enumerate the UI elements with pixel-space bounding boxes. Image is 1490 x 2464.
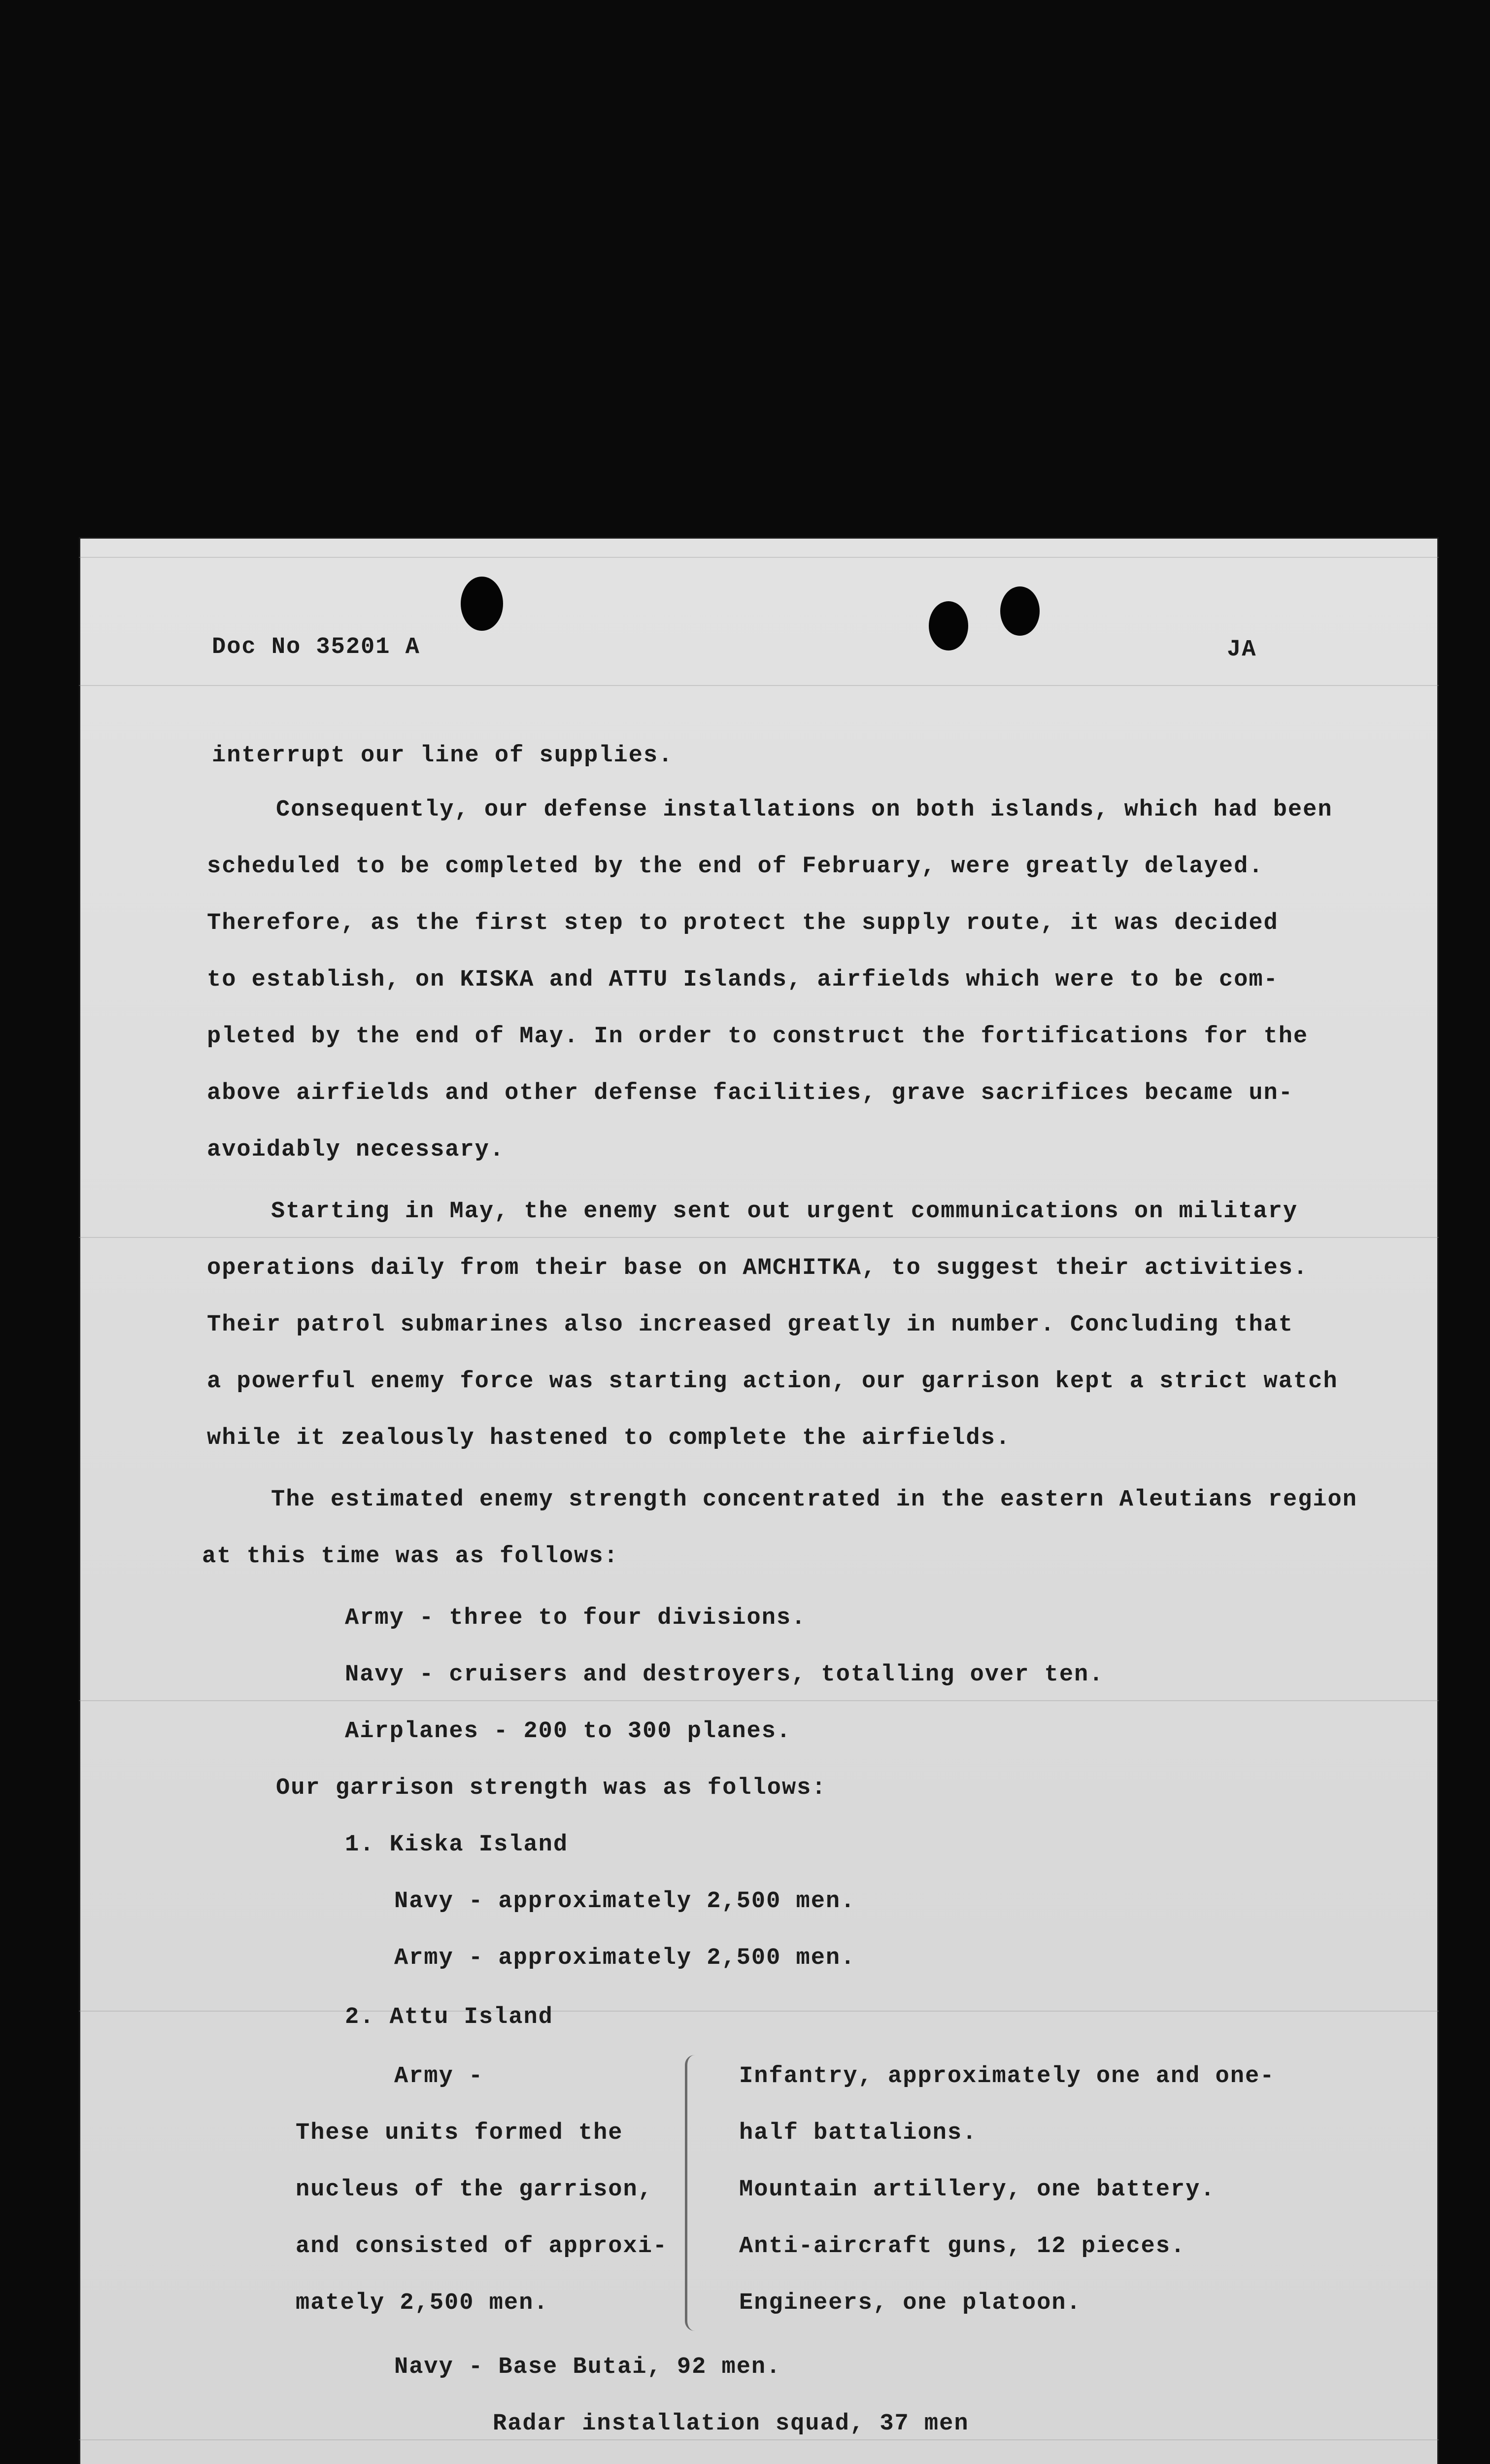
attu-unit-line: Infantry, approximately one and one- — [739, 2063, 1275, 2089]
attu-note-line: mately 2,500 men. — [296, 2290, 549, 2316]
garrison-intro: Our garrison strength was as follows: — [276, 1775, 827, 1801]
body-line: Their patrol submarines also increased greatly in number. Concluding that — [207, 1312, 1293, 1338]
enemy-strength-item: Airplanes - 200 to 300 planes. — [345, 1718, 792, 1745]
enemy-strength-item: Army - three to four divisions. — [345, 1605, 807, 1631]
body-line: scheduled to be completed by the end of February, were greatly delayed. — [207, 854, 1264, 880]
attu-unit-line: half battalions. — [739, 2120, 978, 2146]
attu-note-line: These units formed the — [296, 2120, 623, 2146]
attu-radar: Radar installation squad, 37 men — [493, 2411, 969, 2437]
attu-heading: 2. Attu Island — [345, 2004, 553, 2030]
body-line: Consequently, our defense installations on both islands, which had been — [276, 797, 1333, 823]
body-line: above airfields and other defense facilities, grave sacrifices became un- — [207, 1080, 1293, 1106]
kiska-navy: Navy - approximately 2,500 men. — [394, 1888, 856, 1915]
attu-army-label: Army - — [394, 2063, 484, 2089]
punch-hole — [929, 601, 968, 650]
attu-unit-line: Anti-aircraft guns, 12 pieces. — [739, 2233, 1186, 2259]
brace-bracket — [685, 2055, 700, 2331]
attu-note-line: and consisted of approxi- — [296, 2233, 668, 2259]
doc-number: Doc No 35201 A — [212, 634, 420, 660]
body-line: Starting in May, the enemy sent out urgent communications on military — [271, 1198, 1298, 1225]
page-tag: JA — [1227, 637, 1257, 663]
body-line: a powerful enemy force was starting action, our garrison kept a strict watch — [207, 1369, 1338, 1395]
attu-unit-line: Engineers, one platoon. — [739, 2290, 1082, 2316]
body-line: The estimated enemy strength concentrated in the eastern Aleutians region — [271, 1487, 1357, 1513]
body-line: at this time was as follows: — [202, 1543, 619, 1570]
body-line: while it zealously hastened to complete the airfields. — [207, 1425, 1011, 1451]
document-page — [79, 537, 1439, 2464]
kiska-army: Army - approximately 2,500 men. — [394, 1945, 856, 1971]
punch-hole — [1000, 586, 1040, 636]
body-line: Therefore, as the first step to protect the supply route, it was decided — [207, 910, 1279, 936]
body-line: interrupt our line of supplies. — [212, 743, 674, 769]
body-line: operations daily from their base on AMCHITKA, to suggest their activities. — [207, 1255, 1309, 1281]
kiska-heading: 1. Kiska Island — [345, 1832, 569, 1858]
enemy-strength-item: Navy - cruisers and destroyers, totalling over ten. — [345, 1662, 1104, 1688]
attu-note-line: nucleus of the garrison, — [296, 2177, 653, 2203]
body-line: pleted by the end of May. In order to construct the fortifications for the — [207, 1024, 1309, 1050]
attu-navy: Navy - Base Butai, 92 men. — [394, 2354, 781, 2380]
body-line: avoidably necessary. — [207, 1137, 505, 1163]
body-line: to establish, on KISKA and ATTU Islands, airfields which were to be com- — [207, 967, 1279, 993]
punch-hole — [461, 577, 503, 631]
attu-unit-line: Mountain artillery, one battery. — [739, 2177, 1216, 2203]
